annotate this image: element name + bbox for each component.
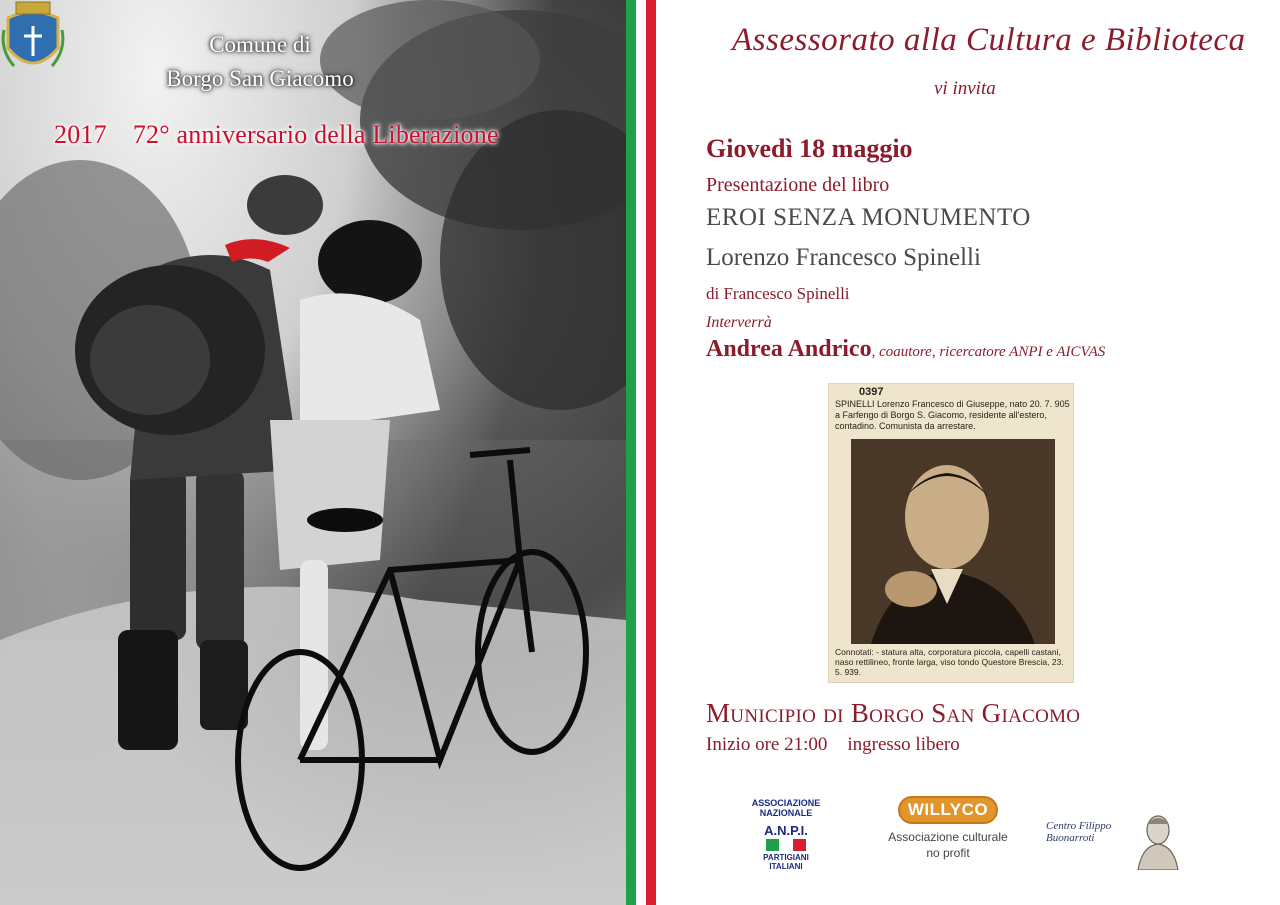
book-subject: Lorenzo Francesco Spinelli: [706, 244, 981, 271]
anniversary-text: 72° anniversario della Liberazione: [132, 120, 499, 149]
flag-stripe-white: [636, 0, 646, 905]
anpi-logo: [748, 798, 824, 878]
willyco-logo: [868, 796, 1028, 860]
start-time: Inizio ore 21:00: [706, 734, 828, 755]
record-footer: Connotati: - statura alta, corporatura piccola, capelli castani, naso rettilineo, fronte larga, viso tondo Questore Brescia, 23. 5. 939.: [835, 647, 1064, 677]
buonarroti-bust-icon: [1136, 812, 1180, 870]
portrait-photo: [851, 439, 1055, 644]
police-record-card: [828, 383, 1074, 683]
anniversary-banner: [54, 120, 499, 150]
event-date: Giovedì 18 maggio: [706, 134, 913, 163]
municipality-name: [140, 28, 380, 96]
willyco-desc-line2: no profit: [926, 846, 970, 860]
invites-text: vi invita: [934, 78, 996, 99]
municipal-crest-icon: [0, 0, 66, 78]
anpi-mark: A.N.P.I.: [764, 823, 808, 838]
municipality-line1: Comune di: [209, 32, 311, 57]
speaker: [706, 336, 1105, 363]
entry-info: ingresso libero: [847, 734, 960, 755]
speaker-name: Andrea Andrico: [706, 336, 872, 362]
anpi-top-text: ASSOCIAZIONE NAZIONALE: [751, 798, 821, 818]
anpi-flag-bars: [766, 839, 806, 851]
anpi-bottom-text: PARTIGIANI ITALIANI: [763, 853, 809, 871]
willyco-desc-line1: Associazione culturale: [888, 830, 1008, 844]
office-title: Assessorato alla Cultura e Biblioteca: [732, 22, 1246, 58]
cover-photo: [0, 0, 626, 905]
speaker-intro: Interverrà: [706, 314, 772, 331]
event-time: [706, 734, 960, 756]
flag-stripe-green: [626, 0, 636, 905]
record-number: 0397: [859, 386, 884, 398]
book-author: di Francesco Spinelli: [706, 284, 850, 303]
centro-buonarroti-text: Centro Filippo Buonarroti: [1046, 820, 1112, 844]
municipality-line2: Borgo San Giacomo: [166, 66, 354, 91]
speaker-role: , coautore, ricercatore ANPI e AICVAS: [871, 344, 1106, 360]
record-header: SPINELLI Lorenzo Francesco di Giuseppe, nato 20. 7. 905 a Farfengo di Borgo S. Giacomo, residente all'estero, contadino. Comunista da arrestare.: [835, 399, 1070, 431]
presentation-label: Presentazione del libro: [706, 174, 890, 196]
anniversary-year: 2017: [54, 120, 107, 149]
willyco-wordmark: WILLYCO: [898, 796, 998, 824]
book-title: EROI SENZA MONUMENTO: [706, 204, 1031, 231]
venue: Municipio di Borgo San Giacomo: [706, 698, 1081, 728]
flag-stripe-red: [646, 0, 656, 905]
